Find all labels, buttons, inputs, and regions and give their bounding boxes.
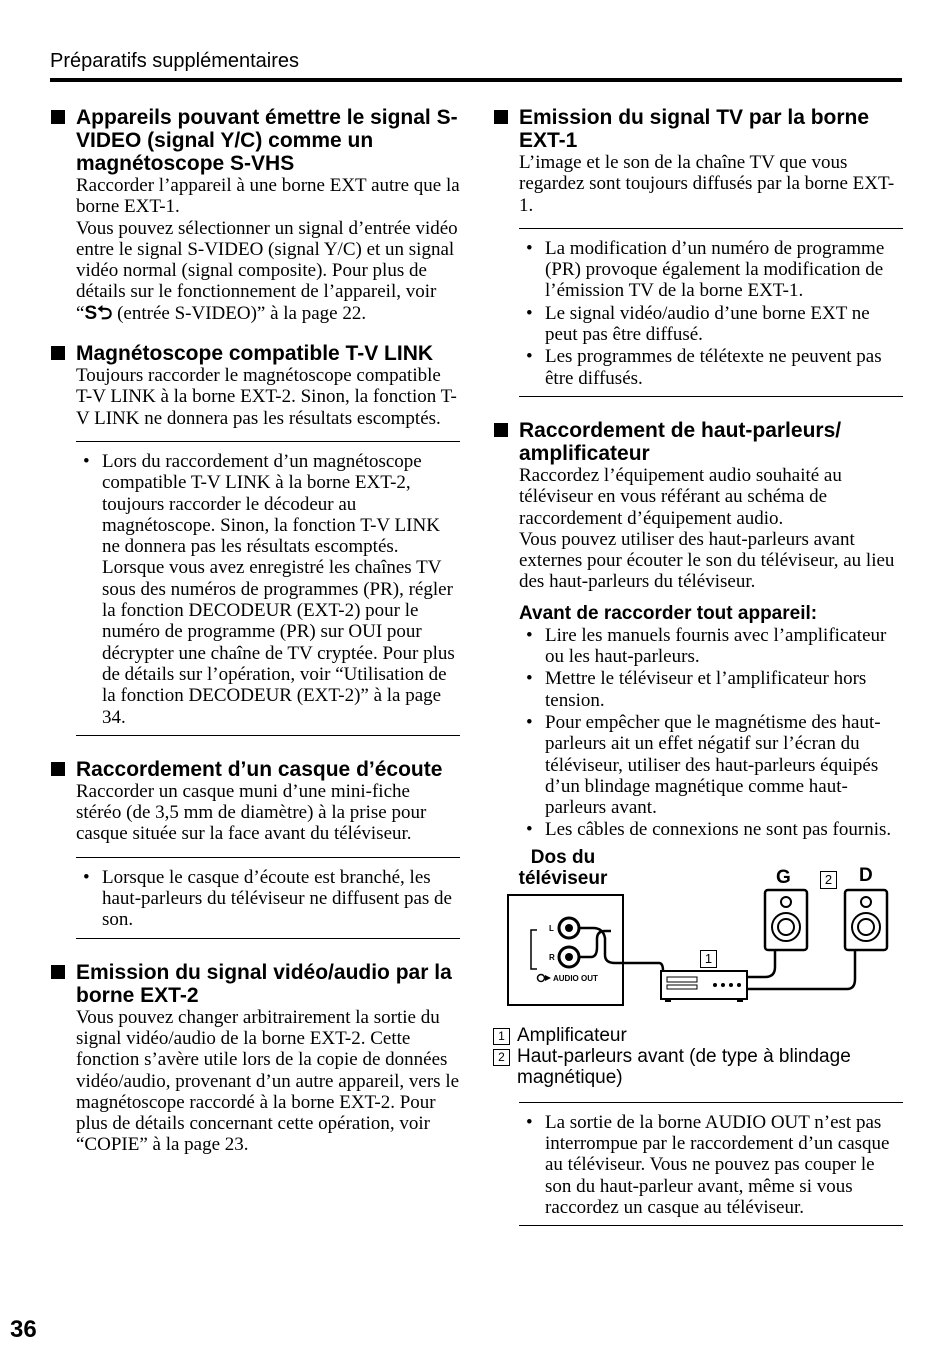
heading-text: Emission du signal vidéo/audio par la borne EXT-2 [76, 960, 452, 1007]
bullet-square-icon [494, 110, 508, 124]
paragraph: Vous pouvez utiliser des haut-parleurs avant externes pour écouter le son du téléviseur, au lieu des haut-parleurs du téléviseur. [519, 528, 895, 593]
section-heading [50, 106, 460, 175]
note-item: • Le signal vidéo/audio d’une borne EXT ne peut pas être diffusé. [519, 303, 903, 346]
paragraph: Vous pouvez changer arbitrairement la sortie du signal vidéo/audio de la borne EXT-2. Cette fonction s’avère utile lors de la copie de données vidéo/audio, provenant d’un autre appareil, vers le magnétoscope raccordé à la borne EXT-2. Pour plus de détails concernant cette opération, voir “COPIE” à la page 23. [76, 1006, 460, 1156]
bullet-square-icon [51, 346, 65, 360]
legend-number: 2 [493, 1049, 510, 1066]
note-item: • La modification d’un numéro de programme (PR) provoque également la modification de l’émission TV de la borne EXT-1. [519, 238, 903, 302]
heading-text: Raccordement d’un casque d’écoute [76, 757, 443, 781]
section-svideo [50, 106, 460, 324]
section-ext1-output [493, 106, 903, 397]
diagram-legend [493, 1025, 903, 1088]
paragraph: Raccorder l’appareil à une borne EXT autre que la borne EXT-1. [76, 175, 460, 218]
jack-r-icon [559, 947, 579, 967]
list-item: • Les câbles de connexions ne sont pas fournis. [519, 819, 903, 840]
amplifier-callout: 1 [700, 950, 717, 968]
paragraph-text: Vous pouvez sélectionner un signal d’entrée vidéo entre le signal S-VIDEO (signal Y/C) et un signal vidéo normal (signal composite). Pour plus de détails sur le fonctionnement de l’appareil, voir “ [76, 217, 458, 324]
note-item: • Lorsque le casque d’écoute est branché, les haut-parleurs du téléviseur ne diffusent pas de son. [76, 867, 460, 931]
connection-diagram [493, 847, 903, 1017]
precaution-list [519, 625, 903, 841]
paragraph: Toujours raccorder le magnétoscope compatible T-V LINK à la borne EXT-2. Sinon, la fonction T-V LINK ne donnera pas les résultats escomptés. [76, 365, 457, 429]
section-heading [50, 961, 460, 1007]
left-speaker-icon [765, 890, 807, 950]
legend-text: Haut-parleurs avant (de type à blindage magnétique) [517, 1045, 851, 1088]
note-rule-bottom [519, 1225, 903, 1226]
tv-back-label: Dos du téléviseur [518, 846, 608, 889]
note-item: • Les programmes de télétexte ne peuvent pas être diffusés. [519, 346, 903, 389]
amplifier-icon [661, 971, 747, 1002]
jack-l-icon [559, 918, 579, 938]
speakers-callout: 2 [820, 871, 837, 889]
diagram-drawing [493, 847, 903, 1017]
page-number: 36 [10, 1316, 37, 1343]
note-rule-bottom [76, 938, 460, 939]
right-column [493, 106, 903, 1244]
legend-item-amplifier [493, 1025, 903, 1046]
note-rule-bottom [76, 735, 460, 736]
section-heading [50, 342, 460, 365]
note-rule-bottom [519, 396, 903, 397]
section-ext2-output [50, 961, 460, 1156]
note-box [519, 1103, 903, 1225]
paragraph [50, 218, 460, 324]
note-box [76, 442, 460, 735]
section-heading [50, 758, 460, 781]
list-item: • Mettre le téléviseur et l’amplificateur hors tension. [519, 668, 903, 711]
right-speaker-icon [845, 890, 887, 950]
left-speaker-label: G [776, 866, 791, 888]
bullet-square-icon [494, 423, 508, 437]
bullet-square-icon [51, 110, 65, 124]
note-item: • La sortie de la borne AUDIO OUT n’est pas interrompue par le raccordement d’un casque au téléviseur. Vous ne pouvez pas couper le son du haut-parleur avant, même si vous raccordez un casque au téléviseur. [519, 1112, 903, 1218]
note-item: • Lors du raccordement d’un magnétoscope compatible T-V LINK à la borne EXT-2, toujours raccorder le décodeur au magnétoscope. Sinon, la fonction T-V LINK ne donnera pas les résultats escomptés. Lorsque vous avez enregistré les chaînes TV sous des numéros de programmes (PR), régler la fonction DECODEUR (EXT-2) pour le numéro de programme (PR) sur OUI pour décrypter une chaîne de TV cryptée. Pour plus de détails sur l’opération, voir “Utilisation de la fonction DECODEUR (EXT-2)” à la page 34. [76, 451, 460, 728]
subheading: Avant de raccorder tout appareil: [519, 602, 818, 624]
paragraph: Raccordez l’équipement audio souhaité au téléviseur en vous référant au schéma de raccordement d’équipement audio. [519, 464, 842, 529]
cable-speaker-right [747, 950, 855, 989]
port-l-label: L [549, 923, 554, 933]
heading-text: Emission du signal TV par la borne EXT-1 [519, 106, 870, 152]
section-heading [493, 419, 903, 465]
list-item: • Pour empêcher que le magnétisme des haut-parleurs ait un effet négatif sur l’écran du téléviseur, utiliser des haut-parleurs équipés d’un blindage magnétique comme haut-parleurs avant. [519, 712, 903, 818]
running-header: Préparatifs supplémentaires [50, 50, 300, 72]
section-tvlink [50, 342, 460, 736]
paragraph: L’image et le son de la chaîne TV que vous regardez sont toujours diffusés par la borne EXT-1. [519, 152, 895, 216]
heading-text: Appareils pouvant émettre le signal S-VIDEO (signal Y/C) comme un magnétoscope S-VHS [76, 106, 458, 175]
left-column [50, 106, 460, 1174]
section-headphones [50, 758, 460, 939]
header-rule [50, 78, 902, 82]
list-item: • Lire les manuels fournis avec l’amplificateur ou les haut-parleurs. [519, 625, 903, 668]
legend-text: Amplificateur [517, 1024, 627, 1046]
heading-text: Magnétoscope compatible T-V LINK [76, 342, 434, 366]
svideo-input-icon: S⮌ [84, 302, 113, 324]
bullet-square-icon [51, 965, 65, 979]
note-box [519, 229, 903, 396]
legend-item-speakers [493, 1046, 903, 1088]
audio-out-label: AUDIO OUT [553, 973, 598, 983]
section-heading [493, 106, 903, 152]
port-r-label: R [549, 952, 555, 962]
legend-number: 1 [493, 1028, 510, 1045]
heading-text: Raccordement de haut-parleurs/ amplificateur [519, 418, 842, 465]
cable-speaker-left [747, 950, 775, 977]
bullet-square-icon [51, 762, 65, 776]
paragraph: Raccorder un casque muni d’une mini-fiche stéréo (de 3,5 mm de diamètre) à la prise pour casque située sur la face avant du téléviseur. [76, 780, 427, 845]
paragraph-text: (entrée S-VIDEO)” à la page 22. [112, 302, 367, 324]
note-box [76, 858, 460, 938]
section-speakers [493, 419, 903, 1226]
right-speaker-label: D [859, 864, 873, 886]
